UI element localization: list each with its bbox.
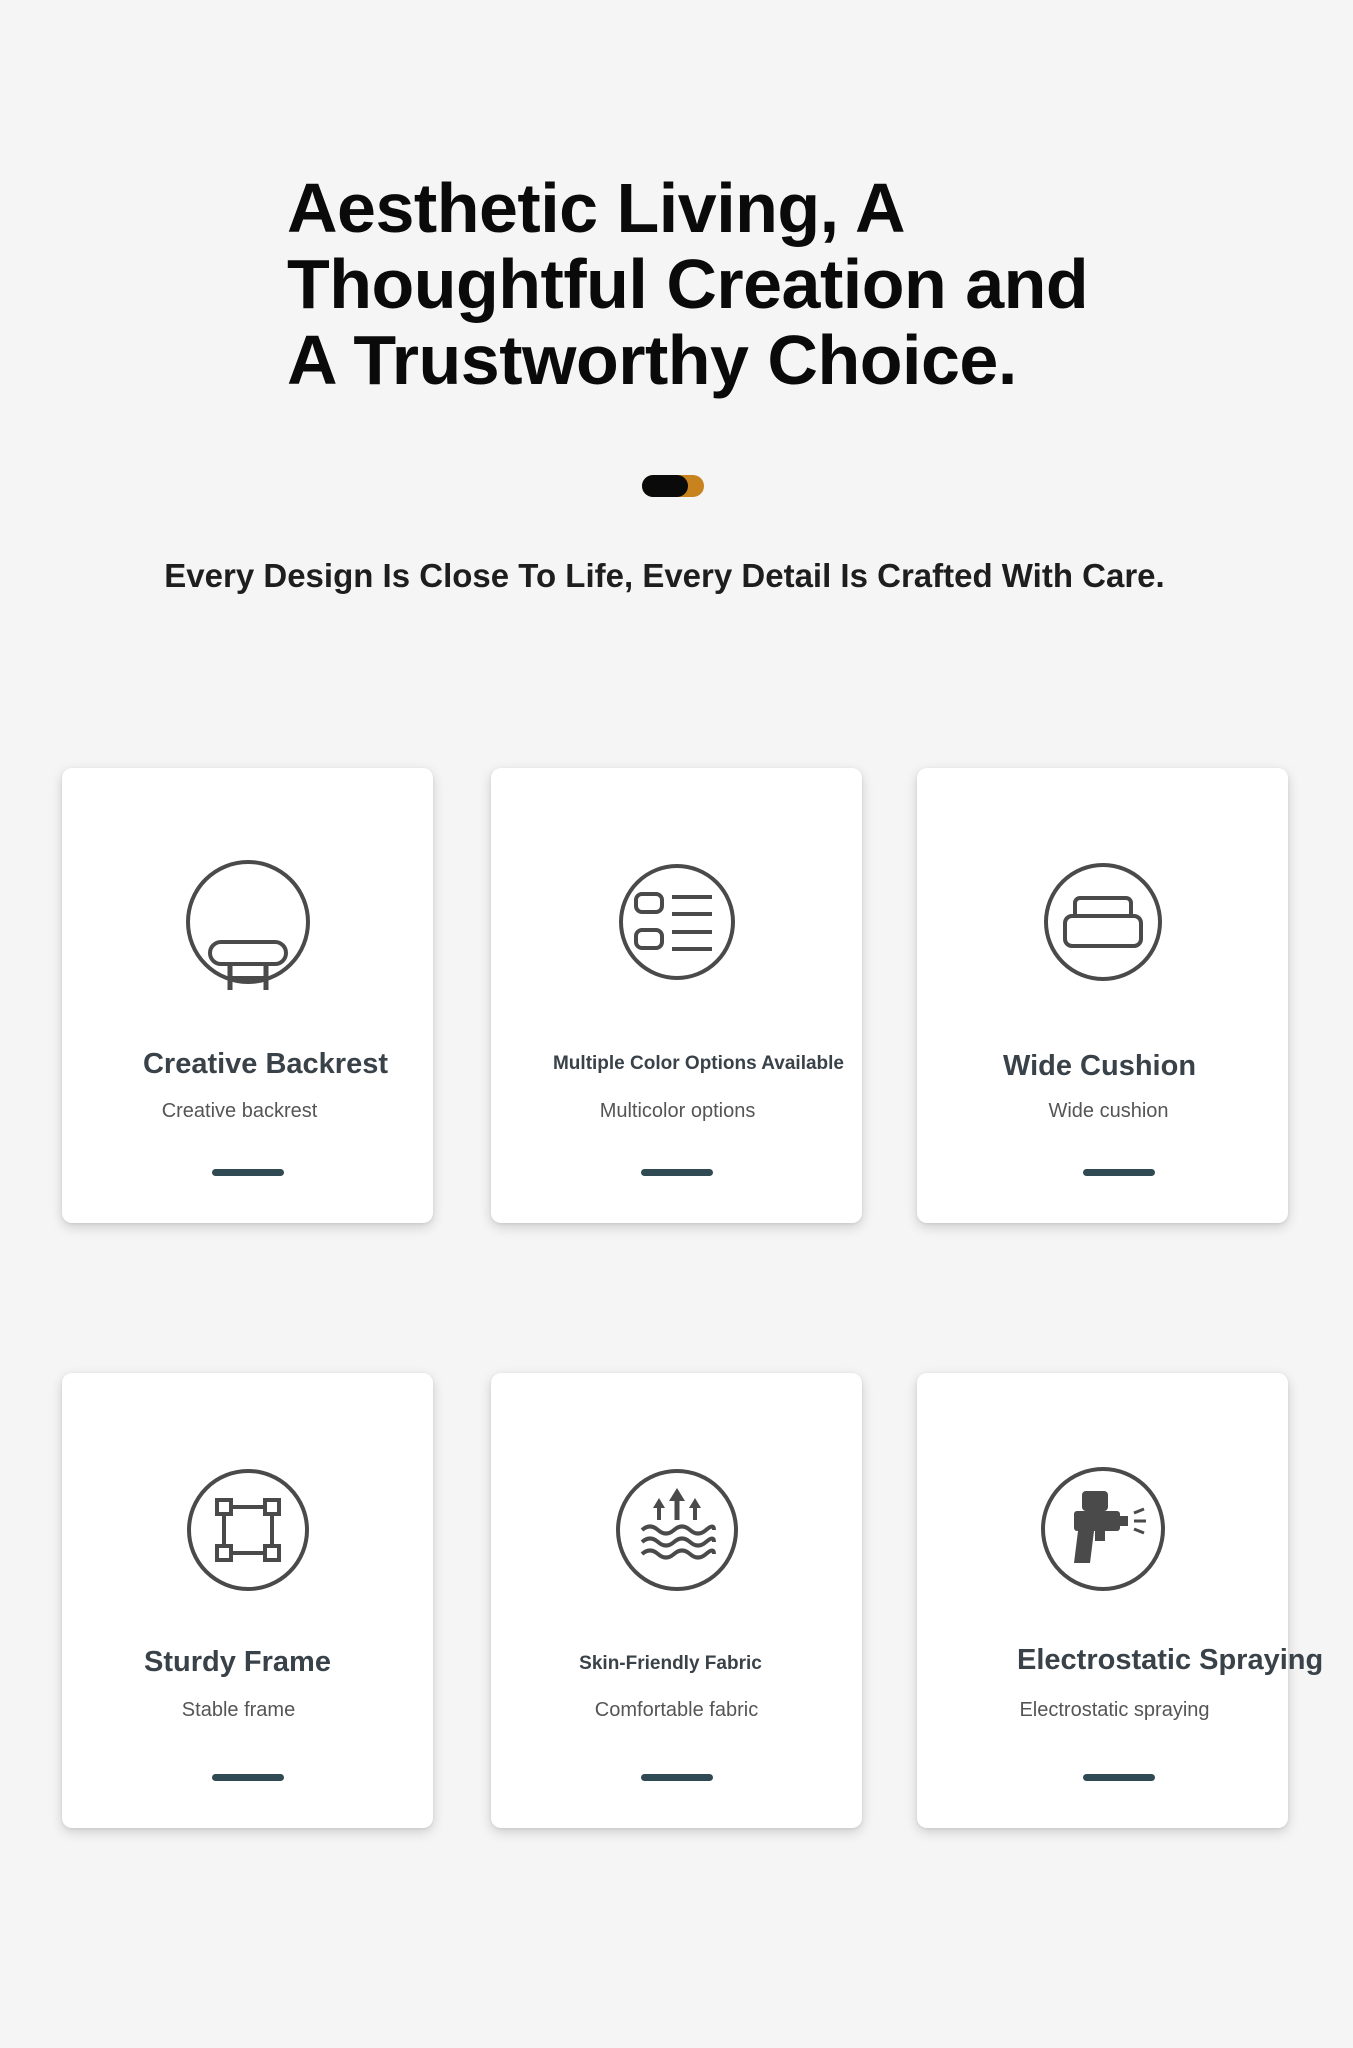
feature-title: Wide Cushion [1002, 1050, 1197, 1082]
accent-bar [212, 1774, 284, 1781]
headline-line-1: Aesthetic Living, A [287, 169, 906, 247]
accent-bar [641, 1774, 713, 1781]
divider-pill [642, 475, 704, 497]
feature-card-sturdy-frame [62, 1373, 433, 1828]
feature-desc: Multicolor options [599, 1100, 756, 1122]
feature-desc: Creative backrest [161, 1100, 318, 1122]
feature-title: Skin-Friendly Fabric [579, 1653, 762, 1674]
feature-desc: Electrostatic spraying [1019, 1699, 1210, 1721]
accent-bar [1083, 1169, 1155, 1176]
headline-line-3: A Trustworthy Choice. [287, 321, 1017, 399]
feature-card-creative-backrest [62, 768, 433, 1223]
accent-bar [1083, 1774, 1155, 1781]
headline [287, 170, 1107, 398]
spray-gun-icon [917, 1467, 1288, 1597]
headline-line-2: Thoughtful Creation and [287, 245, 1089, 323]
color-options-list-icon [491, 860, 862, 990]
chair-backrest-icon [62, 860, 433, 990]
feature-title: Multiple Color Options Available [552, 1053, 844, 1074]
feature-desc: Wide cushion [1048, 1100, 1169, 1122]
cushion-icon [917, 860, 1288, 990]
frame-icon [62, 1468, 433, 1598]
feature-title: Creative Backrest [142, 1048, 389, 1080]
breathable-fabric-icon [491, 1468, 862, 1598]
divider-pill-dark [642, 475, 688, 497]
subtitle: Every Design Is Close To Life, Every Detail Is Crafted With Care. [164, 557, 1165, 594]
feature-card-color-options [491, 768, 862, 1223]
feature-card-skin-friendly-fabric [491, 1373, 862, 1828]
feature-title: Electrostatic Spraying [1017, 1644, 1324, 1676]
accent-bar [212, 1169, 284, 1176]
feature-desc: Comfortable fabric [594, 1699, 759, 1721]
feature-card-wide-cushion [917, 768, 1288, 1223]
feature-card-electrostatic-spraying [917, 1373, 1324, 1828]
accent-bar [641, 1169, 713, 1176]
feature-desc: Stable frame [181, 1699, 296, 1721]
feature-title: Sturdy Frame [144, 1646, 331, 1678]
